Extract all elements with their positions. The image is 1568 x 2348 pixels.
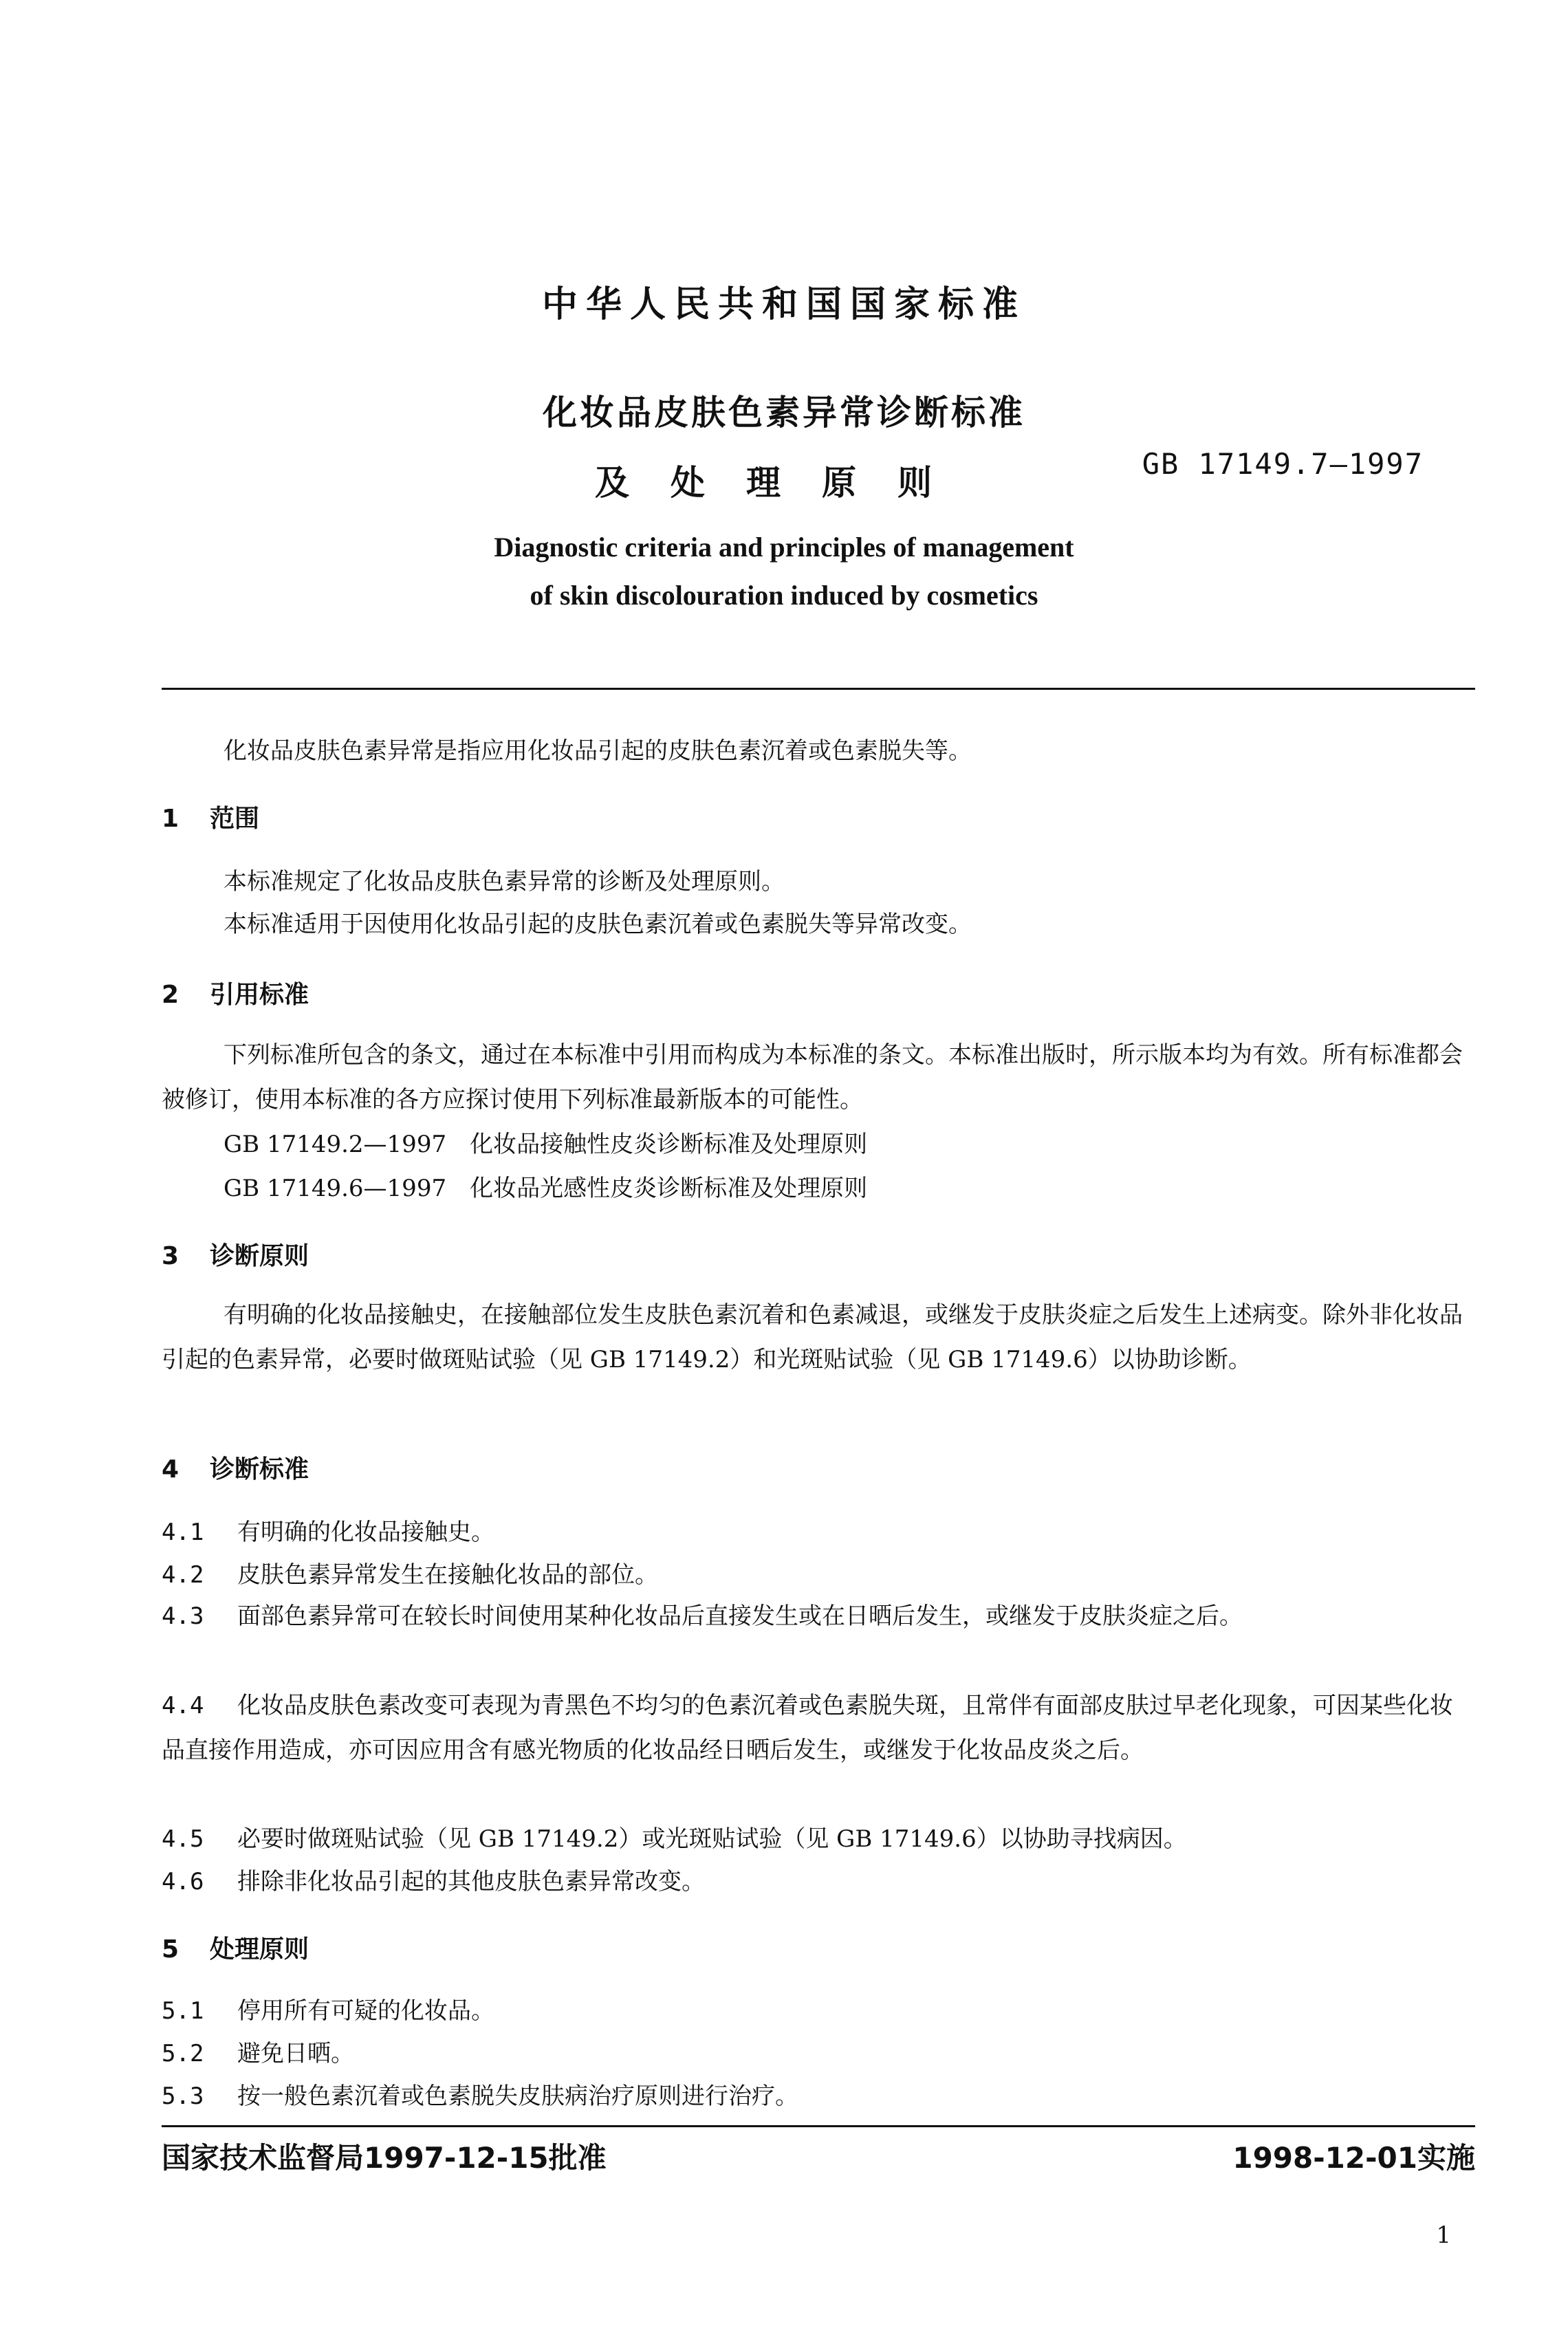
item-text: 按一般色素沉着或色素脱失皮肤病治疗原则进行治疗。 — [237, 2083, 798, 2110]
criteria-item — [162, 1862, 705, 1896]
item-number: 4.5 — [162, 1825, 204, 1853]
section-number: 5 — [162, 1935, 179, 1964]
page-number: 1 — [1436, 2221, 1451, 2249]
item-number: 5.3 — [162, 2083, 204, 2110]
item-text: 皮肤色素异常发生在接触化妆品的部位。 — [237, 1561, 658, 1589]
document-title-line2: 及处理原则 — [595, 463, 973, 503]
item-text: 有明确的化妆品接触史。 — [237, 1519, 494, 1546]
treatment-item — [162, 2034, 354, 2068]
section-title: 诊断标准 — [210, 1455, 309, 1483]
scope-paragraph-1: 本标准规定了化妆品皮肤色素异常的诊断及处理原则。 — [224, 868, 785, 895]
criteria-item — [162, 1513, 494, 1547]
section-title: 引用标准 — [210, 981, 309, 1009]
item-number: 5.2 — [162, 2040, 204, 2067]
approval-statement: 国家技术监督局1997-12-15批准 — [162, 2141, 607, 2175]
english-title-line2: of skin discolouration induced by cosmetics — [530, 580, 1038, 611]
item-text: 停用所有可疑的化妆品。 — [237, 1997, 494, 2025]
section-number: 4 — [162, 1455, 179, 1483]
section-heading-diagnostic-criteria — [162, 1450, 309, 1485]
item-text: 排除非化妆品引起的其他皮肤色素异常改变。 — [237, 1868, 705, 1895]
document-title-line1: 化妆品皮肤色素异常诊断标准 — [543, 393, 1025, 433]
scope-paragraph-2: 本标准适用于因使用化妆品引起的皮肤色素沉着或色素脱失等异常改变。 — [224, 911, 972, 938]
diagnostic-principle-paragraph: 有明确的化妆品接触史，在接触部位发生皮肤色素沉着和色素减退，或继发于皮肤炎症之后发生上述病变。除外非化妆品引起的色素异常，必要时做斑贴试验（见 GB 17149.2）和光斑贴试验（见 GB 17149.6）以协助诊断。 — [162, 1301, 1463, 1373]
treatment-item — [162, 1992, 494, 2025]
section-number: 3 — [162, 1242, 179, 1270]
english-title-line1: Diagnostic criteria and principles of management — [494, 532, 1074, 563]
reference-item: GB 17149.6—1997 化妆品光感性皮炎诊断标准及处理原则 — [224, 1175, 868, 1202]
section-heading-references — [162, 975, 309, 1010]
item-text: 避免日晒。 — [237, 2040, 354, 2067]
item-number: 4.2 — [162, 1561, 204, 1589]
references-paragraph: 下列标准所包含的条文，通过在本标准中引用而构成为本标准的条文。本标准出版时，所示版本均为有效。所有标准都会被修订，使用本标准的各方应探讨使用下列标准最新版本的可能性。 — [162, 1041, 1463, 1113]
national-standard-heading: 中华人民共和国国家标准 — [541, 284, 1026, 325]
item-text: 面部色素异常可在较长时间使用某种化妆品后直接发生或在日晒后发生，或继发于皮肤炎症之后。 — [237, 1602, 1243, 1630]
item-number: 4.4 — [162, 1692, 204, 1719]
item-text: 化妆品皮肤色素改变可表现为青黑色不均匀的色素沉着或色素脱失斑，且常伴有面部皮肤过早老化现象，可因某些化妆品直接作用造成，亦可因应用含有感光物质的化妆品经日晒后发生，或继发于化妆品皮炎之后。 — [162, 1692, 1453, 1764]
criteria-item — [162, 1594, 1475, 1639]
section-title: 范围 — [210, 805, 260, 833]
section-heading-diagnostic-principle — [162, 1237, 309, 1272]
section-title: 处理原则 — [210, 1935, 309, 1964]
section-heading-treatment — [162, 1930, 309, 1965]
footer-divider — [162, 2125, 1475, 2127]
item-number: 5.1 — [162, 1997, 204, 2025]
header-divider — [162, 688, 1475, 690]
criteria-item — [162, 1820, 1187, 1854]
item-text: 必要时做斑贴试验（见 GB 17149.2）或光斑贴试验（见 GB 17149.6）以协助寻找病因。 — [237, 1825, 1187, 1853]
treatment-item — [162, 2077, 798, 2111]
standard-code: GB 17149.7—1997 — [1142, 447, 1424, 481]
section-title: 诊断原则 — [210, 1242, 309, 1270]
effective-date: 1998-12-01实施 — [1232, 2141, 1475, 2175]
intro-paragraph: 化妆品皮肤色素异常是指应用化妆品引起的皮肤色素沉着或色素脱失等。 — [224, 737, 972, 765]
section-number: 1 — [162, 805, 179, 833]
criteria-item — [162, 1684, 1475, 1773]
item-number: 4.1 — [162, 1519, 204, 1546]
criteria-item — [162, 1556, 658, 1589]
item-number: 4.3 — [162, 1602, 204, 1630]
section-heading-scope — [162, 799, 259, 834]
reference-item: GB 17149.2—1997 化妆品接触性皮炎诊断标准及处理原则 — [224, 1131, 868, 1158]
section-number: 2 — [162, 981, 179, 1009]
item-number: 4.6 — [162, 1868, 204, 1895]
